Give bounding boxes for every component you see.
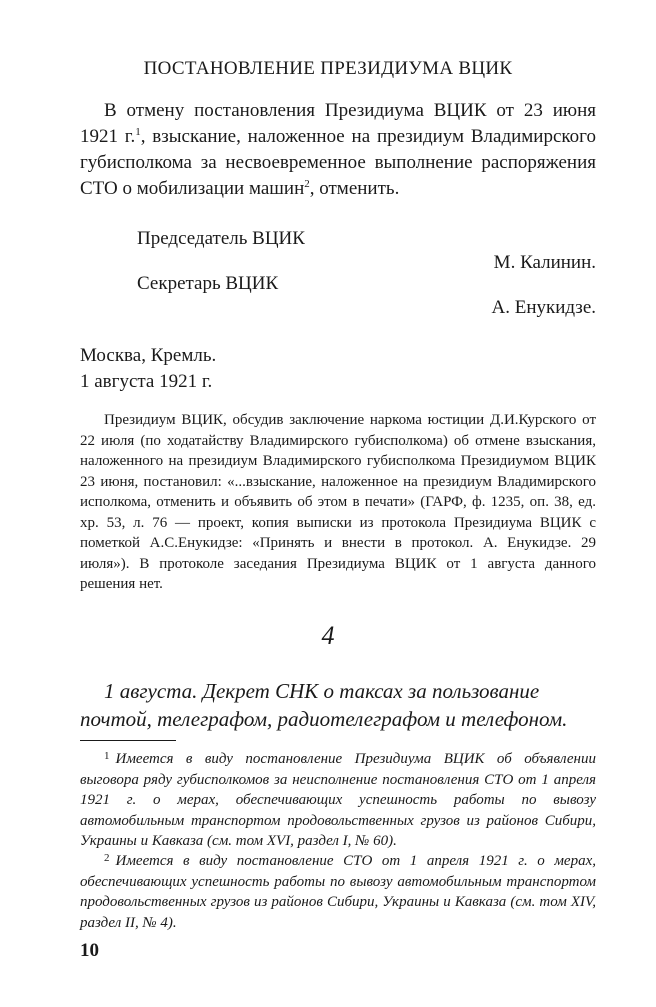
resolution-part-2: , взыскание, наложенное на президиум Владимирского губисполкома за несвоевременное выполнение распоряжения СТО о мобилизации машин xyxy=(80,126,596,199)
footnote-text-1: Имеется в виду постановление Президиума ВЦИК об объявлении выговора ряду губисполкомов за неисполнение постановления СТО от 1 апреля 1921 г. о мерах, обеспечивающих успешность работы по вывозу автомобильным транспортом продовольственных грузов из районов Сибири, Украины и Кавказа (см. том XVI, раздел I, № 60). xyxy=(80,751,596,849)
document-number: 4 xyxy=(321,621,335,650)
secretary-label: Секретарь ВЦИК xyxy=(137,273,279,294)
footnote-mark-2: 2 xyxy=(104,852,110,864)
resolution-text xyxy=(80,98,596,202)
footnote-ref-2[interactable]: 2 xyxy=(304,178,310,190)
place: Москва, Кремль. xyxy=(80,345,217,366)
document-title: ПОСТАНОВЛЕНИЕ ПРЕЗИДИУМА ВЦИК xyxy=(143,58,513,79)
footnote-2 xyxy=(80,848,596,933)
footnote-mark-1: 1 xyxy=(104,750,110,762)
date: 1 августа 1921 г. xyxy=(80,371,213,392)
page-number: 10 xyxy=(80,940,99,961)
footnote-divider xyxy=(80,740,176,741)
resolution-part-1: В отмену постановления Президиума ВЦИК от 23 июня 1921 г. xyxy=(80,100,596,147)
editorial-note: Президиум ВЦИК, обсудив заключение наркома юстиции Д.И.Курского от 22 июля (по ходатайству Владимирского губисполкома) об отмене взыскания, наложенного на президиум Владимирского губисполкома Президиумом ВЦИК 23 июня, постановил: «...взыскание, наложенное на президиум Владимирского исполкома, отменить и объявить об этом в печати» (ГАРФ, ф. 1235, оп. 38, ед. хр. 53, л. 76 — проект, копия выписки из протокола Президиума ВЦИК с пометкой А.С.Енукидзе: «Принять и внести в протокол. А. Енукидзе. 29 июля»). В протоколе заседания Президиума ВЦИК от 1 августа данного решения нет. xyxy=(80,412,596,592)
chair-name: М. Калинин. xyxy=(493,252,596,273)
footnote-1 xyxy=(80,746,596,852)
resolution-paragraph xyxy=(80,98,596,202)
footnote-text-2: Имеется в виду постановление СТО от 1 апреля 1921 г. о мерах, обеспечивающих успешность работы по вывозу автомобильным транспортом продовольственных грузов из районов Сибири, Украины и Кавказа (см. том XIV, раздел II, № 4). xyxy=(80,853,596,931)
secretary-name: А. Енукидзе. xyxy=(491,297,596,318)
chair-label: Председатель ВЦИК xyxy=(137,228,305,249)
document-heading: 1 августа. Декрет СНК о таксах за пользование почтой, телеграфом, радиотелеграфом и телефоном. xyxy=(80,679,568,731)
resolution-part-3: , отменить. xyxy=(309,178,400,199)
footnote-ref-1[interactable]: 1 xyxy=(135,126,141,138)
